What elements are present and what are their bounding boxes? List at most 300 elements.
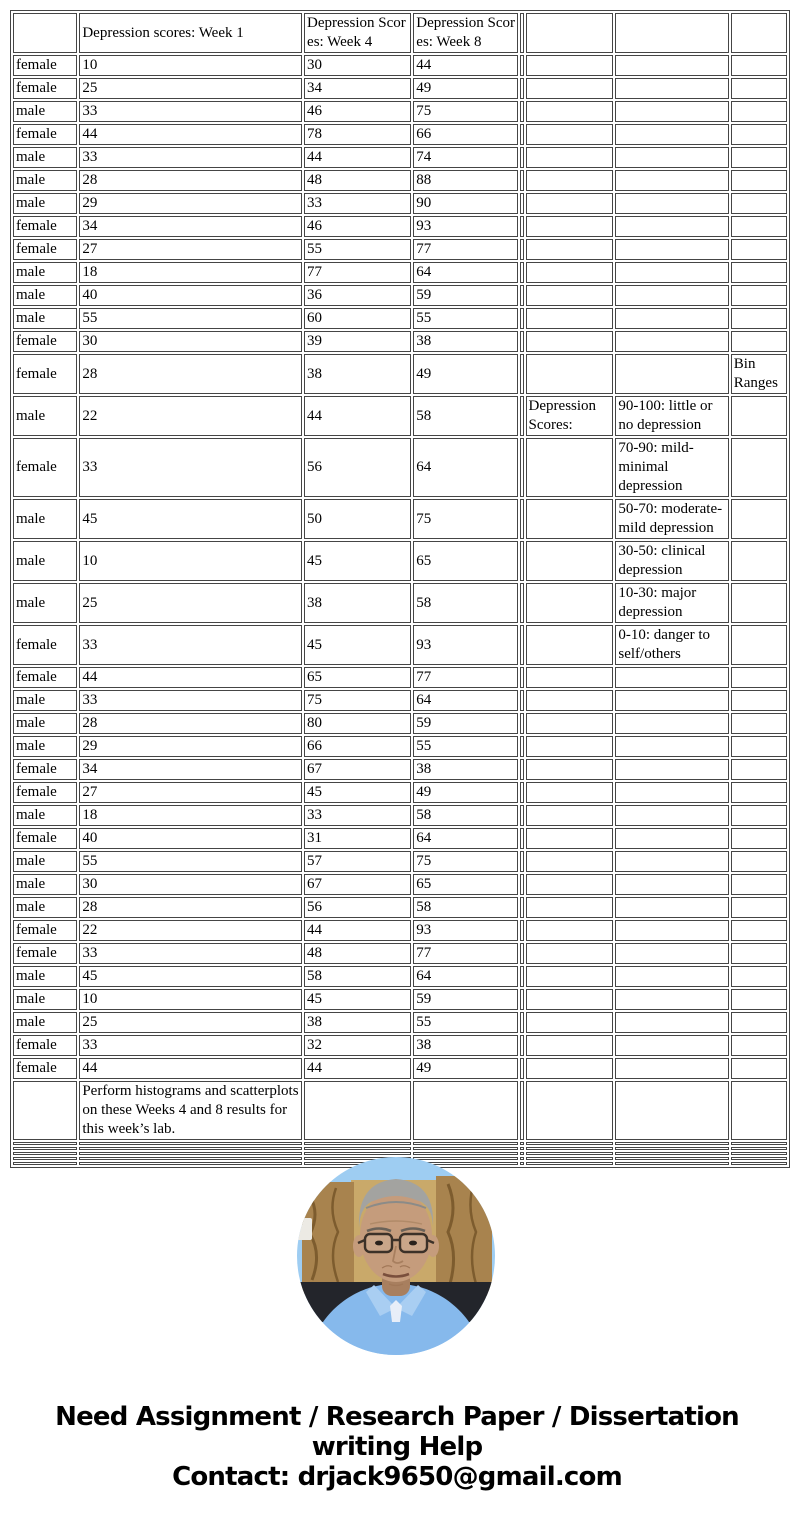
week1-cell: 22 [79,396,302,436]
gender-cell: male [13,396,77,436]
week8-cell: 55 [413,736,518,757]
week1-cell: 27 [79,239,302,260]
bin-range-cell [731,828,787,849]
gender-cell: male [13,713,77,734]
week8-cell: 75 [413,851,518,872]
spacer-cell [520,736,523,757]
col-e-header [526,13,614,53]
spacer-cell [520,55,523,76]
spacer-cell [520,1058,523,1079]
week1-cell: 25 [79,1012,302,1033]
bin-range-cell [731,1147,787,1150]
table-row [13,101,787,122]
week1-cell: 10 [79,541,302,581]
bin-cell [615,101,728,122]
week1-cell: 28 [79,897,302,918]
label-cell [526,713,614,734]
bin-cell [615,782,728,803]
bin-range-cell [731,943,787,964]
week4-cell: 65 [304,667,411,688]
label-cell [526,438,614,497]
header-row [13,13,787,53]
table-row [13,782,787,803]
week4-cell: 75 [304,690,411,711]
week4-cell: 34 [304,78,411,99]
bin-range-cell [731,193,787,214]
spacer-cell [520,851,523,872]
week4-cell: 48 [304,943,411,964]
gender-cell: female [13,782,77,803]
spacer-cell [520,216,523,237]
label-cell: Depression Scores: [526,396,614,436]
week4-cell: 32 [304,1035,411,1056]
week1-cell: 44 [79,1058,302,1079]
gender-cell: male [13,170,77,191]
col-g-header [731,13,787,53]
spacer-cell [520,1162,523,1165]
gender-cell: female [13,55,77,76]
gender-cell: male [13,541,77,581]
empty-row [13,1147,787,1150]
gender-cell [13,1162,77,1165]
spacer-cell [520,713,523,734]
label-cell [526,170,614,191]
table-row [13,1058,787,1079]
gender-cell [13,1081,77,1140]
week4-cell: 45 [304,541,411,581]
spacer-cell [520,262,523,283]
week4-cell: 78 [304,124,411,145]
bin-cell [615,759,728,780]
week8-cell: 38 [413,1035,518,1056]
week4-cell: 60 [304,308,411,329]
week4-cell: 38 [304,354,411,394]
spacer-cell [520,438,523,497]
bin-range-cell [731,759,787,780]
gender-cell: male [13,147,77,168]
spacer-cell [520,499,523,539]
spacer-cell [520,759,523,780]
week4-cell [304,1152,411,1155]
label-cell [526,78,614,99]
week8-cell: 59 [413,713,518,734]
label-cell [526,583,614,623]
week1-cell: 45 [79,499,302,539]
week1-cell: 55 [79,308,302,329]
note-row [13,1081,787,1140]
promo-text-block [0,1402,794,1492]
bin-cell [615,1147,728,1150]
week8-cell: 66 [413,124,518,145]
gender-cell: male [13,193,77,214]
week4-cell: 50 [304,499,411,539]
spacer-cell [520,147,523,168]
spacer-cell [520,782,523,803]
week1-cell: 40 [79,285,302,306]
gender-cell: male [13,1012,77,1033]
bin-cell [615,1157,728,1160]
label-cell [526,966,614,987]
bin-range-cell [731,1152,787,1155]
table-row [13,216,787,237]
gender-cell: female [13,331,77,352]
week8-cell: 49 [413,782,518,803]
week8-cell: 93 [413,625,518,665]
table-row [13,828,787,849]
week1-cell: 28 [79,170,302,191]
gender-cell [13,1157,77,1160]
spacer-cell [520,667,523,688]
label-cell [526,920,614,941]
bin-range-cell [731,583,787,623]
bin-range-cell [731,438,787,497]
bin-range-cell [731,782,787,803]
week1-cell: 25 [79,583,302,623]
gender-cell [13,1142,77,1145]
bin-cell [615,331,728,352]
week8-header: Depression Scores: Week 8 [413,13,518,53]
week1-cell: 34 [79,759,302,780]
bin-cell [615,1162,728,1165]
bin-range-cell [731,147,787,168]
bin-range-cell [731,736,787,757]
table-row [13,438,787,497]
week8-cell: 93 [413,216,518,237]
label-cell [526,690,614,711]
bin-cell [615,1035,728,1056]
bin-range-cell [731,499,787,539]
bin-cell [615,55,728,76]
gender-cell: male [13,499,77,539]
week8-cell: 64 [413,438,518,497]
week4-cell: 44 [304,1058,411,1079]
bin-cell [615,805,728,826]
week8-cell: 58 [413,805,518,826]
week1-cell: 33 [79,438,302,497]
gender-cell: male [13,805,77,826]
instructor-avatar [296,1156,496,1356]
label-cell [526,1147,614,1150]
label-cell [526,1035,614,1056]
spacer-cell [520,989,523,1010]
bin-cell [615,1142,728,1145]
table-body [13,13,787,1165]
week1-cell: 33 [79,101,302,122]
week8-cell: 44 [413,55,518,76]
promo-headline: Need Assignment / Research Paper / Dissertation writing Help [55,1402,739,1462]
bin-cell [615,920,728,941]
week4-cell [304,1147,411,1150]
gender-cell: male [13,989,77,1010]
week8-cell: 49 [413,1058,518,1079]
bin-range-cell [731,713,787,734]
week1-header: Depression scores: Week 1 [79,13,302,53]
week1-cell: 44 [79,124,302,145]
table-row [13,262,787,283]
table-row [13,897,787,918]
label-cell [526,541,614,581]
week4-cell: 80 [304,713,411,734]
col-f-header [615,13,728,53]
week8-cell: 58 [413,583,518,623]
week4-cell: 55 [304,239,411,260]
week1-cell [79,1162,302,1165]
depression-scores-table [10,10,790,1168]
week4-cell: 45 [304,989,411,1010]
spacer-cell [520,625,523,665]
week8-cell [413,1142,518,1145]
week4-cell: 67 [304,874,411,895]
gender-header [13,13,77,53]
week4-cell: 77 [304,262,411,283]
table-row [13,78,787,99]
table-row [13,331,787,352]
bin-cell [615,897,728,918]
table-row [13,55,787,76]
bin-range-cell [731,285,787,306]
week8-cell: 75 [413,101,518,122]
bin-range-cell [731,216,787,237]
label-cell [526,354,614,394]
gender-cell: female [13,625,77,665]
gender-cell: female [13,667,77,688]
label-cell [526,1152,614,1155]
spacer-cell [520,966,523,987]
week4-cell: 30 [304,55,411,76]
spacer-cell [520,1012,523,1033]
gender-cell: male [13,966,77,987]
bin-cell [615,308,728,329]
spacer-cell [520,1035,523,1056]
table-row [13,625,787,665]
week8-cell: 88 [413,170,518,191]
label-cell [526,625,614,665]
week8-cell [413,1147,518,1150]
label-cell [526,331,614,352]
week8-cell: 90 [413,193,518,214]
week8-cell: 59 [413,285,518,306]
bin-range-cell [731,874,787,895]
week1-cell: 55 [79,851,302,872]
table-row [13,874,787,895]
gender-cell: female [13,828,77,849]
table-row [13,851,787,872]
spacer-cell [520,78,523,99]
bin-cell: 70-90: mild-minimal depression [615,438,728,497]
label-cell [526,805,614,826]
table-row [13,713,787,734]
week1-cell: 28 [79,354,302,394]
week4-cell: 48 [304,170,411,191]
week1-cell [79,1142,302,1145]
week8-cell: 77 [413,943,518,964]
photo-eye-right [409,1241,417,1246]
bin-range-cell [731,239,787,260]
promo-contact-email: Contact: drjack9650@gmail.com [172,1462,622,1492]
bin-range-cell [731,1012,787,1033]
bin-range-cell [731,989,787,1010]
table-row [13,147,787,168]
week1-cell: 44 [79,667,302,688]
label-cell [526,897,614,918]
table-row [13,759,787,780]
gender-cell: male [13,690,77,711]
week8-cell: 75 [413,499,518,539]
bin-cell [615,690,728,711]
spacer-cell [520,193,523,214]
bin-range-cell [731,308,787,329]
table-row [13,690,787,711]
week1-cell: 18 [79,262,302,283]
bin-range-cell: Bin Ranges [731,354,787,394]
table-row [13,667,787,688]
bin-cell: 10-30: major depression [615,583,728,623]
spacer-cell [520,583,523,623]
bin-cell [615,239,728,260]
bin-cell [615,1012,728,1033]
week1-cell: 33 [79,625,302,665]
bin-cell: 30-50: clinical depression [615,541,728,581]
bin-cell [615,262,728,283]
bin-cell [615,874,728,895]
week4-cell: 66 [304,736,411,757]
bin-cell [615,989,728,1010]
week4-cell: 45 [304,782,411,803]
bin-cell [615,193,728,214]
week1-cell: 18 [79,805,302,826]
week1-cell: 27 [79,782,302,803]
bin-range-cell [731,667,787,688]
bin-range-cell [731,170,787,191]
spacer-cell [520,897,523,918]
bin-range-cell [731,124,787,145]
table-row [13,285,787,306]
bin-cell [615,124,728,145]
label-cell [526,55,614,76]
week4-cell: 33 [304,193,411,214]
empty-row [13,1152,787,1155]
bin-range-cell [731,78,787,99]
week8-cell: 58 [413,897,518,918]
label-cell [526,285,614,306]
week8-cell: 55 [413,1012,518,1033]
label-cell [526,1157,614,1160]
bin-cell [615,216,728,237]
week1-cell: 22 [79,920,302,941]
label-cell [526,101,614,122]
week8-cell: 38 [413,331,518,352]
week4-cell: 36 [304,285,411,306]
bin-cell [615,966,728,987]
gender-cell: male [13,583,77,623]
table-row [13,966,787,987]
bin-range-cell [731,625,787,665]
table-row [13,736,787,757]
label-cell [526,874,614,895]
week1-cell: Perform histograms and scatterplots on these Weeks 4 and 8 results for this week’s lab. [79,1081,302,1140]
gender-cell: male [13,874,77,895]
label-cell [526,989,614,1010]
week1-cell: 30 [79,331,302,352]
week4-cell: 33 [304,805,411,826]
week8-cell: 59 [413,989,518,1010]
week1-cell: 40 [79,828,302,849]
week1-cell [79,1147,302,1150]
spacer-cell [520,354,523,394]
gender-cell: female [13,1035,77,1056]
photo-right-panel [436,1176,492,1296]
week1-cell: 33 [79,147,302,168]
table-row [13,1012,787,1033]
label-cell [526,782,614,803]
photo-eye-left [375,1241,383,1246]
week8-cell: 93 [413,920,518,941]
table-row [13,805,787,826]
week4-cell: 39 [304,331,411,352]
gender-cell: male [13,101,77,122]
bin-cell [615,851,728,872]
table-row [13,989,787,1010]
bin-range-cell [731,262,787,283]
bin-range-cell [731,1142,787,1145]
bin-cell [615,828,728,849]
gender-cell: female [13,124,77,145]
spacer-cell [520,1081,523,1140]
week4-cell: 56 [304,897,411,918]
label-cell [526,1142,614,1145]
gender-cell: female [13,943,77,964]
week1-cell: 28 [79,713,302,734]
week8-cell [413,1152,518,1155]
week8-cell: 55 [413,308,518,329]
gender-cell: female [13,78,77,99]
week1-cell: 29 [79,193,302,214]
week4-cell: 46 [304,101,411,122]
gender-cell: female [13,354,77,394]
table-row [13,943,787,964]
bin-range-cell [731,1162,787,1165]
spacer-cell [520,285,523,306]
table-row [13,920,787,941]
spacer-cell [520,1152,523,1155]
gender-cell: male [13,736,77,757]
week1-cell: 33 [79,690,302,711]
label-cell [526,759,614,780]
week4-cell: 58 [304,966,411,987]
bin-cell [615,147,728,168]
table-row [13,124,787,145]
gender-cell: female [13,239,77,260]
bin-cell [615,1152,728,1155]
label-cell [526,1162,614,1165]
gender-cell: female [13,438,77,497]
bin-cell [615,170,728,191]
week4-cell: 46 [304,216,411,237]
bin-cell [615,713,728,734]
week1-cell [79,1157,302,1160]
gender-cell: female [13,920,77,941]
spacer-cell [520,690,523,711]
week8-cell: 64 [413,966,518,987]
bin-range-cell [731,55,787,76]
table-row [13,499,787,539]
table-row [13,193,787,214]
bin-cell: 90-100: little or no depression [615,396,728,436]
label-cell [526,193,614,214]
week8-cell: 74 [413,147,518,168]
week4-cell: 57 [304,851,411,872]
photo-switch-plate [296,1218,312,1240]
